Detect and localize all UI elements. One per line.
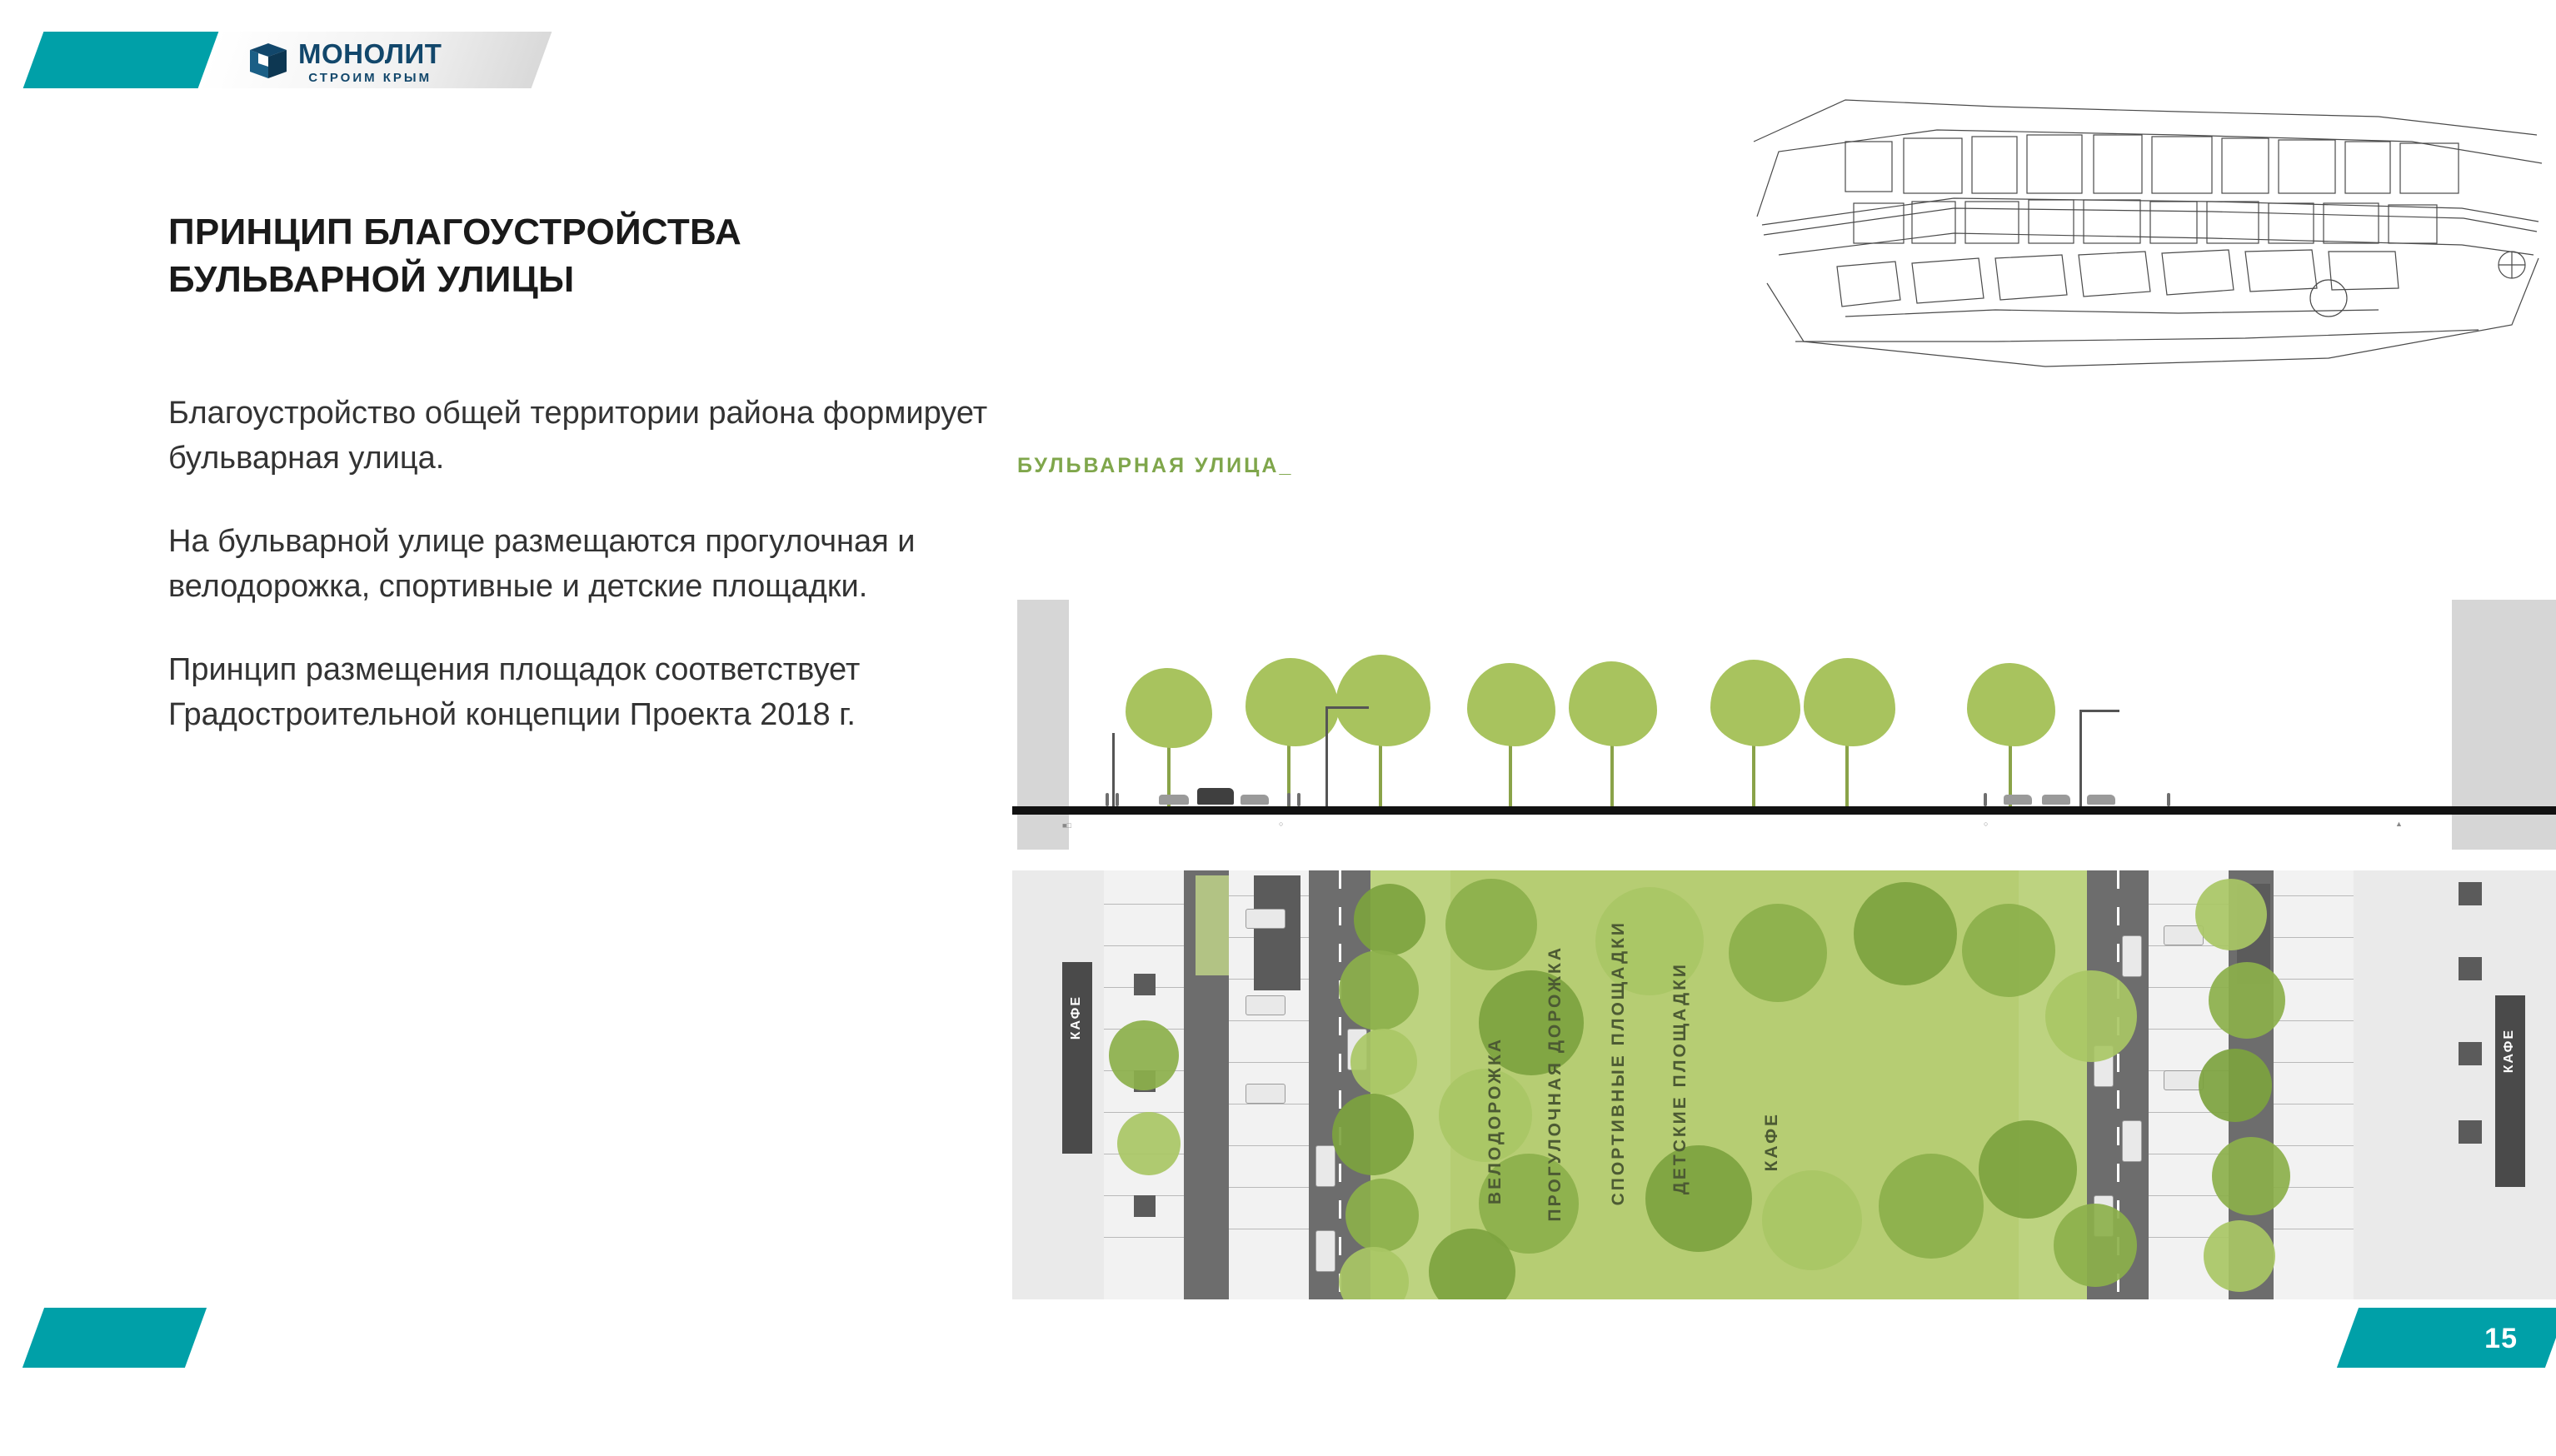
brand-tagline: СТРОИМ КРЫМ <box>308 70 432 85</box>
plan-tree <box>2054 1204 2137 1287</box>
plan-tree <box>1109 1020 1179 1090</box>
street-elevation: ■□ ○ ○ ▲ <box>1012 491 2556 850</box>
plan-car <box>2122 1120 2142 1162</box>
plan-tree <box>1762 1170 1862 1270</box>
page-title: ПРИНЦИП БЛАГОУСТРОЙСТВА БУЛЬВАРНОЙ УЛИЦЫ <box>168 212 742 300</box>
plan-tree <box>1729 904 1827 1002</box>
page-number: 15 <box>2484 1323 2518 1354</box>
masterplan-drawing <box>1745 92 2545 391</box>
plan-tree <box>1345 1179 1419 1252</box>
plan-tree <box>1117 1112 1181 1175</box>
plan-kiosk <box>1134 1195 1156 1217</box>
plan-tree <box>1350 1029 1417 1095</box>
illustration-area <box>1012 75 2556 1299</box>
elevation-car <box>1241 795 1269 805</box>
plan-tree <box>2045 970 2137 1062</box>
plan-tree <box>2204 1220 2275 1292</box>
plan-tree <box>1979 1120 2077 1219</box>
plan-cafe-left-label: КАФЕ <box>1069 995 1083 1040</box>
elevation-car <box>2042 795 2070 805</box>
brand-logo <box>247 38 522 85</box>
elevation-bus <box>1197 788 1234 805</box>
plan-tree <box>2199 1049 2272 1122</box>
page-number-badge <box>2337 1308 2556 1368</box>
plan-tree <box>2212 1137 2290 1215</box>
plan-cafe-right-label: КАФЕ <box>2502 1029 2516 1074</box>
plan-car <box>1246 1084 1285 1104</box>
plan-label-cafe: КАФЕ <box>1762 1112 1781 1172</box>
plan-car <box>1315 1230 1335 1272</box>
plan-label-walk-path: ПРОГУЛОЧНАЯ ДОРОЖКА <box>1545 945 1565 1222</box>
plan-tree <box>1445 879 1537 970</box>
plan-car <box>1315 1145 1335 1187</box>
paragraph-3: Принцип размещения площадок соответствует Градостроительной концепции Проекта 2018 г. <box>168 651 861 732</box>
plan-tree <box>2209 962 2285 1039</box>
plan-tree <box>1339 950 1419 1030</box>
cube-logo-icon <box>247 42 290 82</box>
elevation-car <box>2004 795 2032 805</box>
paragraph-1: Благоустройство общей территории района формирует бульварная улица. <box>168 396 988 476</box>
brand-logo-text <box>298 37 442 85</box>
plan-kiosk <box>2459 1042 2482 1065</box>
plan-car <box>2164 1070 2204 1090</box>
plan-car <box>1246 909 1285 929</box>
decor-shape-bottom-left <box>22 1308 207 1368</box>
plan-tree <box>1962 904 2055 997</box>
plan-cafe-right <box>2495 995 2525 1187</box>
plan-parking-right-2 <box>2274 870 2354 1299</box>
paragraph-2: На бульварной улице размещаются прогулочная и велодорожка, спортивные и детские площадки. <box>168 523 916 604</box>
brand-name: МОНОЛИТ <box>298 37 442 69</box>
elevation-car <box>1159 795 1189 805</box>
plan-tree <box>1854 882 1957 985</box>
plan-label-sport: СПОРТИВНЫЕ ПЛОЩАДКИ <box>1609 920 1628 1206</box>
plan-label-kids: ДЕТСКИЕ ПЛОЩАДКИ <box>1670 962 1690 1195</box>
elevation-car <box>2087 795 2115 805</box>
plan-cafe-left <box>1062 962 1092 1154</box>
plan-tree <box>1332 1094 1414 1175</box>
plan-tree <box>1879 1154 1984 1259</box>
plan-tree <box>1354 884 1425 955</box>
plan-car <box>1246 995 1285 1015</box>
plan-label-bike-path: ВЕЛОДОРОЖКА <box>1485 1037 1505 1205</box>
elevation-ground-line <box>1012 806 2556 815</box>
plan-tree <box>1645 1145 1752 1252</box>
plan-kiosk <box>2459 957 2482 980</box>
body-text <box>168 391 993 738</box>
plan-kiosk <box>2459 1120 2482 1144</box>
plan-building <box>1254 875 1300 990</box>
street-plan <box>1012 870 2556 1299</box>
section-label: БУЛЬВАРНАЯ УЛИЦА_ <box>1017 454 1294 477</box>
plan-kiosk <box>1134 974 1156 995</box>
plan-road-centerline-left <box>1339 870 1341 1299</box>
plan-tree <box>2195 879 2267 950</box>
plan-kiosk <box>2459 882 2482 905</box>
plan-car <box>2122 935 2142 977</box>
